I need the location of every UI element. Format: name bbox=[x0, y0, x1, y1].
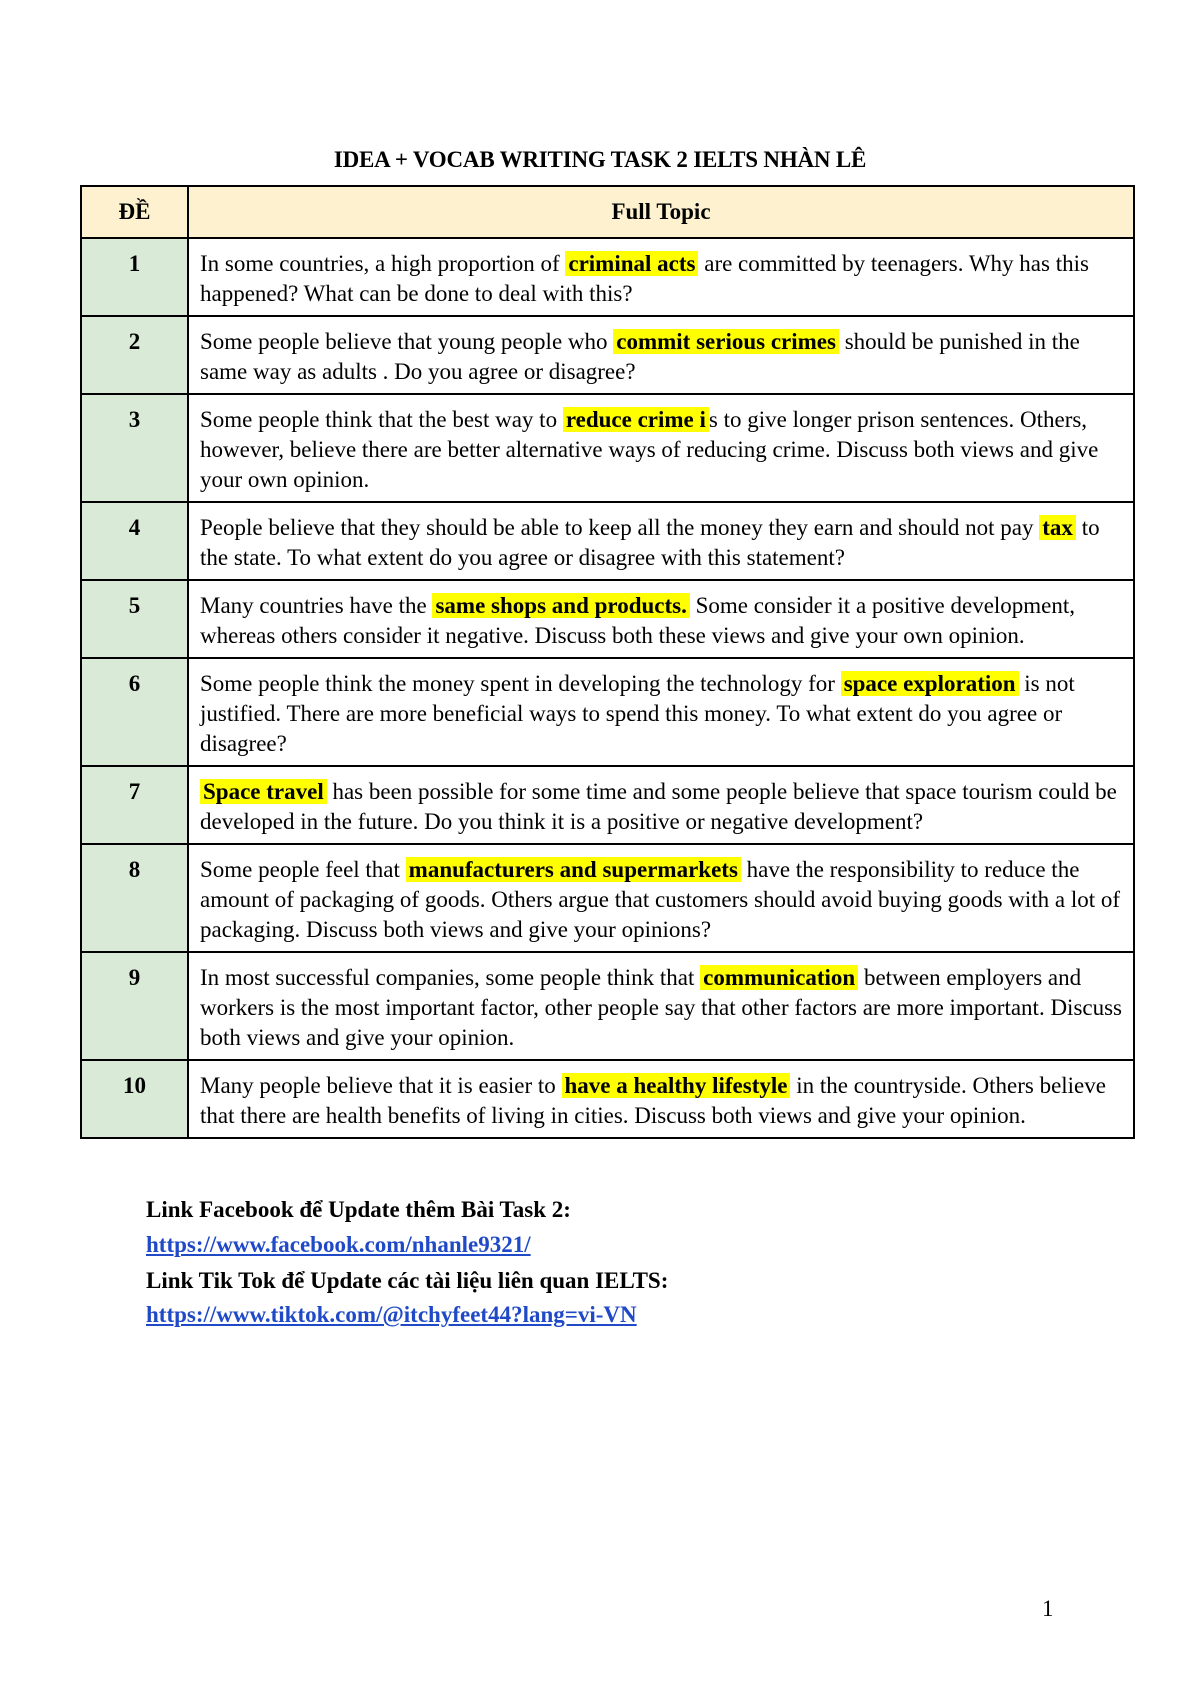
page-title: IDEA + VOCAB WRITING TASK 2 IELTS NHÀN LÊ bbox=[333, 147, 867, 172]
table-row bbox=[81, 766, 1134, 844]
topic-text-segment: Some people think the money spent in developing the technology for bbox=[200, 671, 841, 696]
table-row bbox=[81, 502, 1134, 580]
topic-text-segment: In some countries, a high proportion of bbox=[200, 251, 566, 276]
topic-text-segment: In most successful companies, some people think that bbox=[200, 965, 701, 990]
topic-text bbox=[188, 580, 1134, 658]
topic-text bbox=[188, 316, 1134, 394]
topic-text-segment: Some people feel that bbox=[200, 857, 406, 882]
topic-text-segment: should be punished in the same way as adults . Do you agree or disagree? bbox=[200, 329, 1080, 384]
table-row bbox=[81, 1060, 1134, 1138]
topic-text-segment: is not justified. There are more beneficial ways to spend this money. To what extent do you agree or disagree? bbox=[200, 671, 1075, 756]
header-full-topic: Full Topic bbox=[188, 186, 1134, 238]
table-row bbox=[81, 580, 1134, 658]
topic-text bbox=[188, 766, 1134, 844]
topic-number: 4 bbox=[81, 502, 188, 580]
topic-number: 9 bbox=[81, 952, 188, 1060]
topic-number: 7 bbox=[81, 766, 188, 844]
topic-text bbox=[188, 394, 1134, 502]
highlighted-keyword: Space travel bbox=[200, 779, 327, 804]
tiktok-link[interactable]: https://www.tiktok.com/@itchyfeet44?lang=vi-VN bbox=[146, 1302, 637, 1327]
topic-text bbox=[188, 1060, 1134, 1138]
topic-number: 10 bbox=[81, 1060, 188, 1138]
topic-text-segment: to the state. To what extent do you agree or disagree with this statement? bbox=[200, 515, 1100, 570]
topic-text bbox=[188, 502, 1134, 580]
highlighted-keyword: commit serious crimes bbox=[613, 329, 839, 354]
topic-number: 5 bbox=[81, 580, 188, 658]
topic-text-segment: Many countries have the bbox=[200, 593, 433, 618]
facebook-label: Link Facebook để Update thêm Bài Task 2: bbox=[146, 1197, 571, 1222]
topic-number: 8 bbox=[81, 844, 188, 952]
highlighted-keyword: space exploration bbox=[841, 671, 1019, 696]
highlighted-keyword: have a healthy lifestyle bbox=[562, 1073, 791, 1098]
highlighted-keyword: reduce crime i bbox=[563, 407, 709, 432]
topics-table bbox=[80, 185, 1135, 1139]
highlighted-keyword: same shops and products. bbox=[432, 593, 689, 618]
topic-number: 6 bbox=[81, 658, 188, 766]
topic-text bbox=[188, 952, 1134, 1060]
tiktok-label: Link Tik Tok để Update các tài liệu liên quan IELTS: bbox=[146, 1268, 669, 1293]
topic-text-segment: in the countryside. Others believe that there are health benefits of living in cities. Discuss both views and give your opinion. bbox=[200, 1073, 1106, 1128]
table-row bbox=[81, 952, 1134, 1060]
table-row bbox=[81, 316, 1134, 394]
highlighted-keyword: criminal acts bbox=[565, 251, 698, 276]
highlighted-keyword: manufacturers and supermarkets bbox=[406, 857, 741, 882]
topic-number: 1 bbox=[81, 238, 188, 316]
topic-number: 2 bbox=[81, 316, 188, 394]
topic-text-segment: have the responsibility to reduce the amount of packaging of goods. Others argue that customers should avoid buying goods with a lot of packaging. Discuss both views and give your opinions? bbox=[200, 857, 1121, 942]
header-de: ĐỀ bbox=[81, 186, 188, 238]
topic-text-segment: Many people believe that it is easier to bbox=[200, 1073, 562, 1098]
table-row bbox=[81, 844, 1134, 952]
topic-text-segment: Some people think that the best way to bbox=[200, 407, 563, 432]
topic-text bbox=[188, 238, 1134, 316]
table-row bbox=[81, 394, 1134, 502]
table-row bbox=[81, 658, 1134, 766]
topic-text bbox=[188, 658, 1134, 766]
topic-text-segment: Some consider it a positive development, whereas others consider it negative. Discuss both these views and give your own opinion. bbox=[200, 593, 1076, 648]
topic-text-segment: has been possible for some time and some people believe that space tourism could be developed in the future. Do you think it is a positive or negative development? bbox=[200, 779, 1117, 834]
table-row bbox=[81, 238, 1134, 316]
table-header-row bbox=[81, 186, 1134, 238]
topic-number: 3 bbox=[81, 394, 188, 502]
highlighted-keyword: tax bbox=[1039, 515, 1076, 540]
table-body bbox=[81, 238, 1134, 1138]
topic-text-segment: s to give longer prison sentences. Others, however, believe there are better alternative ways of reducing crime. Discuss both views and give your own opinion. bbox=[200, 407, 1099, 492]
topic-text-segment: between employers and workers is the most important factor, other people say that other factors are more important. Discuss both views and give your opinion. bbox=[200, 965, 1123, 1050]
topic-text-segment: Some people believe that young people who bbox=[200, 329, 614, 354]
facebook-link[interactable]: https://www.facebook.com/nhanle9321/ bbox=[146, 1232, 531, 1257]
highlighted-keyword: communication bbox=[700, 965, 858, 990]
topic-text-segment: People believe that they should be able to keep all the money they earn and should not pay bbox=[200, 515, 1040, 540]
page-number: 1 bbox=[1042, 1596, 1054, 1621]
topic-text-segment: are committed by teenagers. Why has this happened? What can be done to deal with this? bbox=[200, 251, 1089, 306]
topic-text bbox=[188, 844, 1134, 952]
